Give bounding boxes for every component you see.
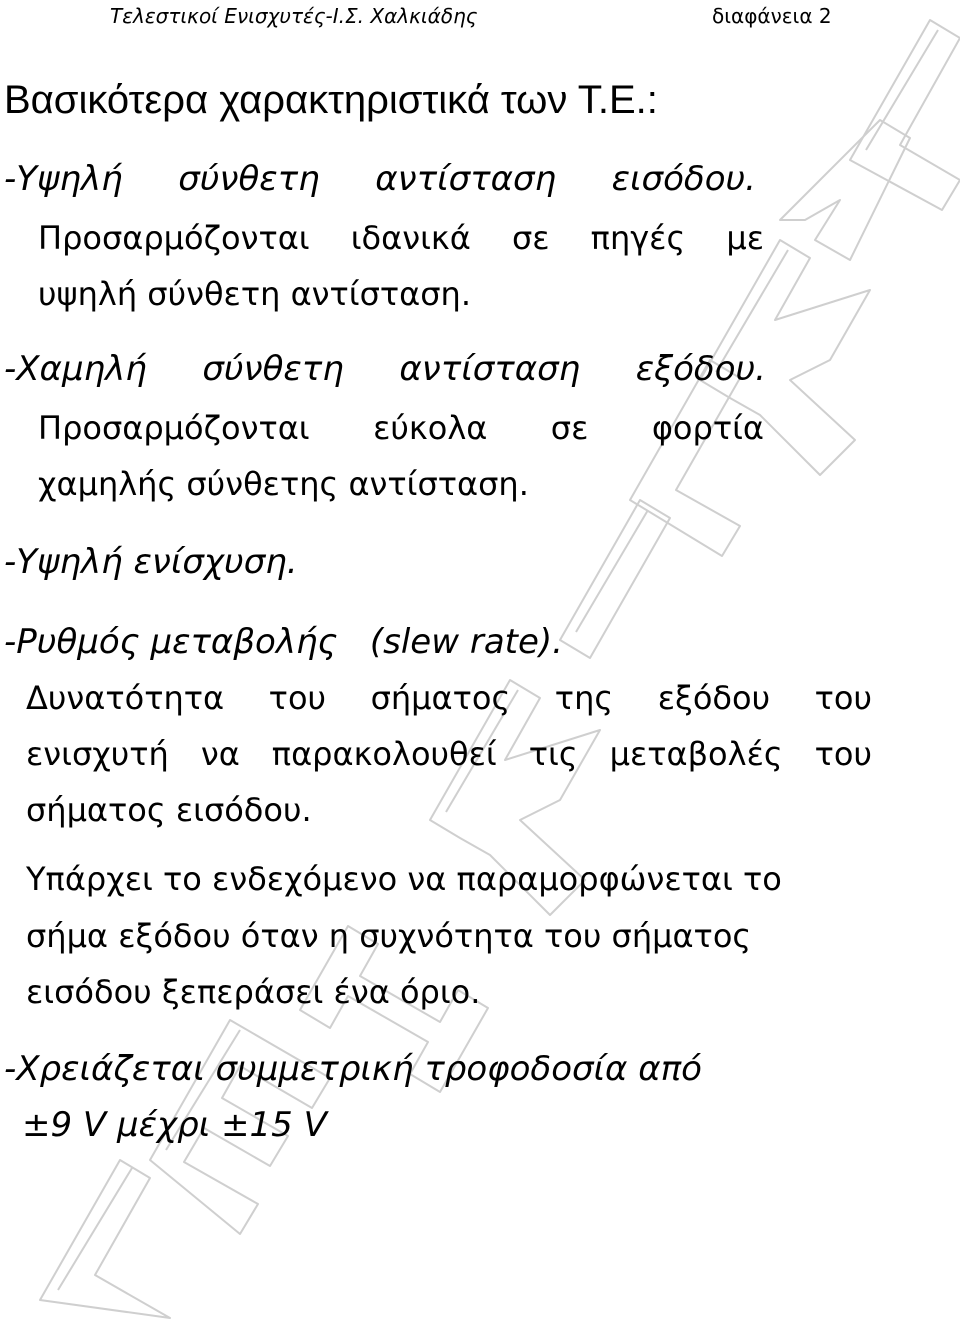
item-text-line: Υπάρχει το ενδεχόμενο να παραμορφώνεται το xyxy=(26,860,782,898)
item-heading-power-supply: -Χρειάζεται συμμετρική τροφοδοσία από xyxy=(4,1049,702,1089)
header-document-title: Τελεστικοί Ενισχυτές-Ι.Σ. Χαλκιάδης xyxy=(110,4,478,28)
item-heading-input-impedance: -Υψηλή σύνθετη αντίσταση εισόδου. xyxy=(4,159,756,199)
item-text-line: ενισχυτή να παρακολουθεί τις μεταβολές του xyxy=(26,735,872,773)
item-text-line: Δυνατότητα του σήματος της εξόδου του xyxy=(26,679,872,717)
item-heading-output-impedance: -Χαμηλή σύνθετη αντίσταση εξόδου. xyxy=(4,349,766,389)
page-title: Βασικότερα χαρακτηριστικά των Τ.Ε.: xyxy=(4,78,658,122)
item-text-line: εισόδου ξεπεράσει ένα όριο. xyxy=(26,973,481,1011)
item-heading-high-gain: -Υψηλή ενίσχυση. xyxy=(4,542,298,582)
item-text-line: Προσαρμόζονται εύκολα σε φορτία xyxy=(38,409,764,447)
item-text-line: σήμα εξόδου όταν η συχνότητα του σήματος xyxy=(26,917,752,955)
item-text-line: χαμηλής σύνθετης αντίσταση. xyxy=(38,465,529,503)
item-text-line: ±9 V μέχρι ±15 V xyxy=(22,1105,327,1145)
item-text-line: υψηλή σύνθετη αντίσταση. xyxy=(38,275,471,313)
header-slide-number: διαφάνεια 2 xyxy=(712,4,832,28)
item-text-line: σήματος εισόδου. xyxy=(26,791,312,829)
item-heading-slew-rate: -Ρυθμός μεταβολής (slew rate). xyxy=(4,622,563,662)
item-text-line: Προσαρμόζονται ιδανικά σε πηγές με xyxy=(38,219,764,257)
